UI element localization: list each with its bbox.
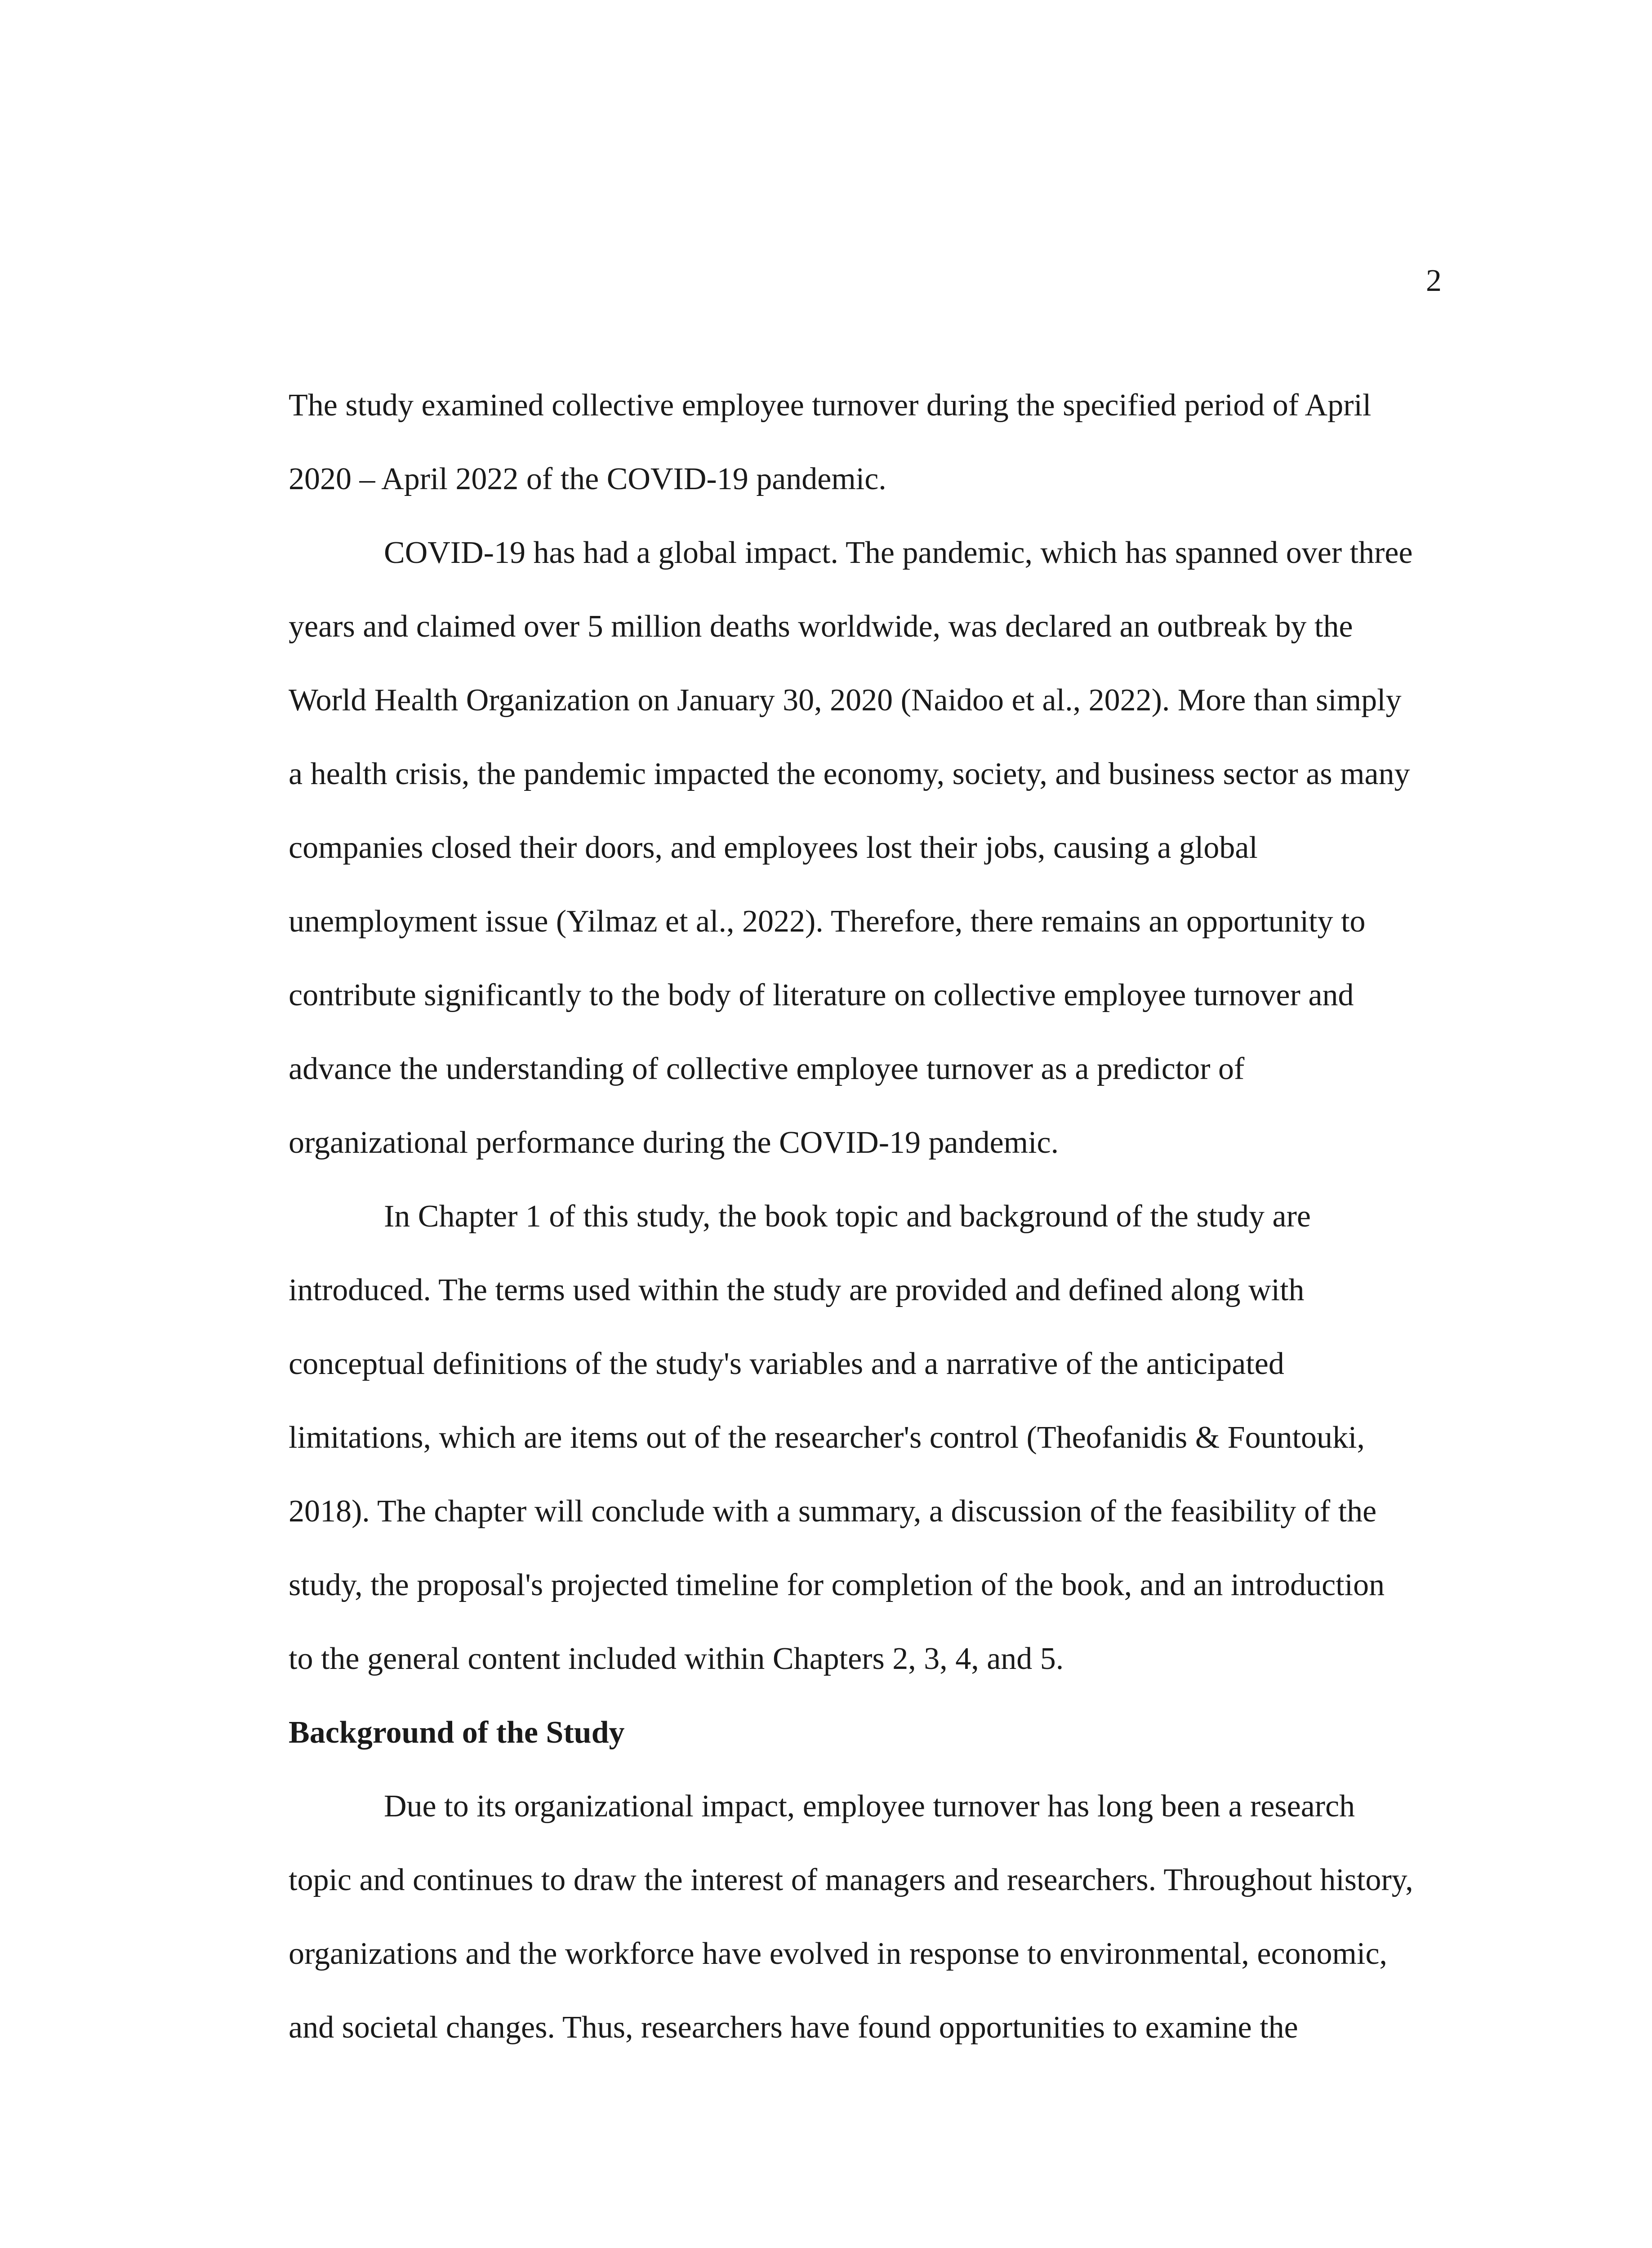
- text-line: contribute significantly to the body of literature on collective employee turnover and: [289, 978, 1354, 1012]
- paragraph-covid-impact: [289, 516, 1439, 1180]
- text-line: study, the proposal's projected timeline for completion of the book, and an introduction: [289, 1568, 1385, 1602]
- text-line: organizations and the workforce have evolved in response to environmental, economic,: [289, 1936, 1388, 1971]
- text-line: topic and continues to draw the interest of managers and researchers. Throughout history,: [289, 1863, 1413, 1897]
- text-line: organizational performance during the COVID-19 pandemic.: [289, 1125, 1059, 1160]
- text-line: advance the understanding of collective employee turnover as a predictor of: [289, 1052, 1245, 1086]
- text-line: 2020 – April 2022 of the COVID-19 pandemic.: [289, 462, 886, 496]
- text-line: years and claimed over 5 million deaths worldwide, was declared an outbreak by the: [289, 609, 1353, 644]
- text-line: The study examined collective employee turnover during the specified period of April: [289, 388, 1371, 423]
- text-line: 2018). The chapter will conclude with a summary, a discussion of the feasibility of the: [289, 1494, 1377, 1529]
- text-line: a health crisis, the pandemic impacted the economy, society, and business sector as many: [289, 757, 1410, 791]
- text-line: conceptual definitions of the study's variables and a narrative of the anticipated: [289, 1347, 1284, 1381]
- text-line: World Health Organization on January 30, 2020 (Naidoo et al., 2022). More than simply: [289, 683, 1402, 718]
- text-line: In Chapter 1 of this study, the book topic and background of the study are: [384, 1199, 1311, 1234]
- page-body: [289, 369, 1439, 2065]
- text-line: COVID-19 has had a global impact. The pandemic, which has spanned over three: [384, 535, 1413, 570]
- text-line: companies closed their doors, and employees lost their jobs, causing a global: [289, 830, 1258, 865]
- text-line: Due to its organizational impact, employee turnover has long been a research: [384, 1789, 1355, 1824]
- text-line: and societal changes. Thus, researchers have found opportunities to examine the: [289, 2010, 1298, 2045]
- text-line: to the general content included within Chapters 2, 3, 4, and 5.: [289, 1641, 1064, 1676]
- paragraph-intro-continued: [289, 369, 1439, 516]
- text-line: unemployment issue (Yilmaz et al., 2022). Therefore, there remains an opportunity to: [289, 904, 1366, 939]
- paragraph-chapter-overview: [289, 1180, 1439, 1696]
- paragraph-background: [289, 1770, 1439, 2065]
- text-line: introduced. The terms used within the study are provided and defined along with: [289, 1273, 1305, 1307]
- text-line: limitations, which are items out of the researcher's control (Theofanidis & Fountouki,: [289, 1420, 1365, 1455]
- section-heading: Background of the Study: [289, 1715, 625, 1750]
- page-number: 2: [1426, 263, 1442, 298]
